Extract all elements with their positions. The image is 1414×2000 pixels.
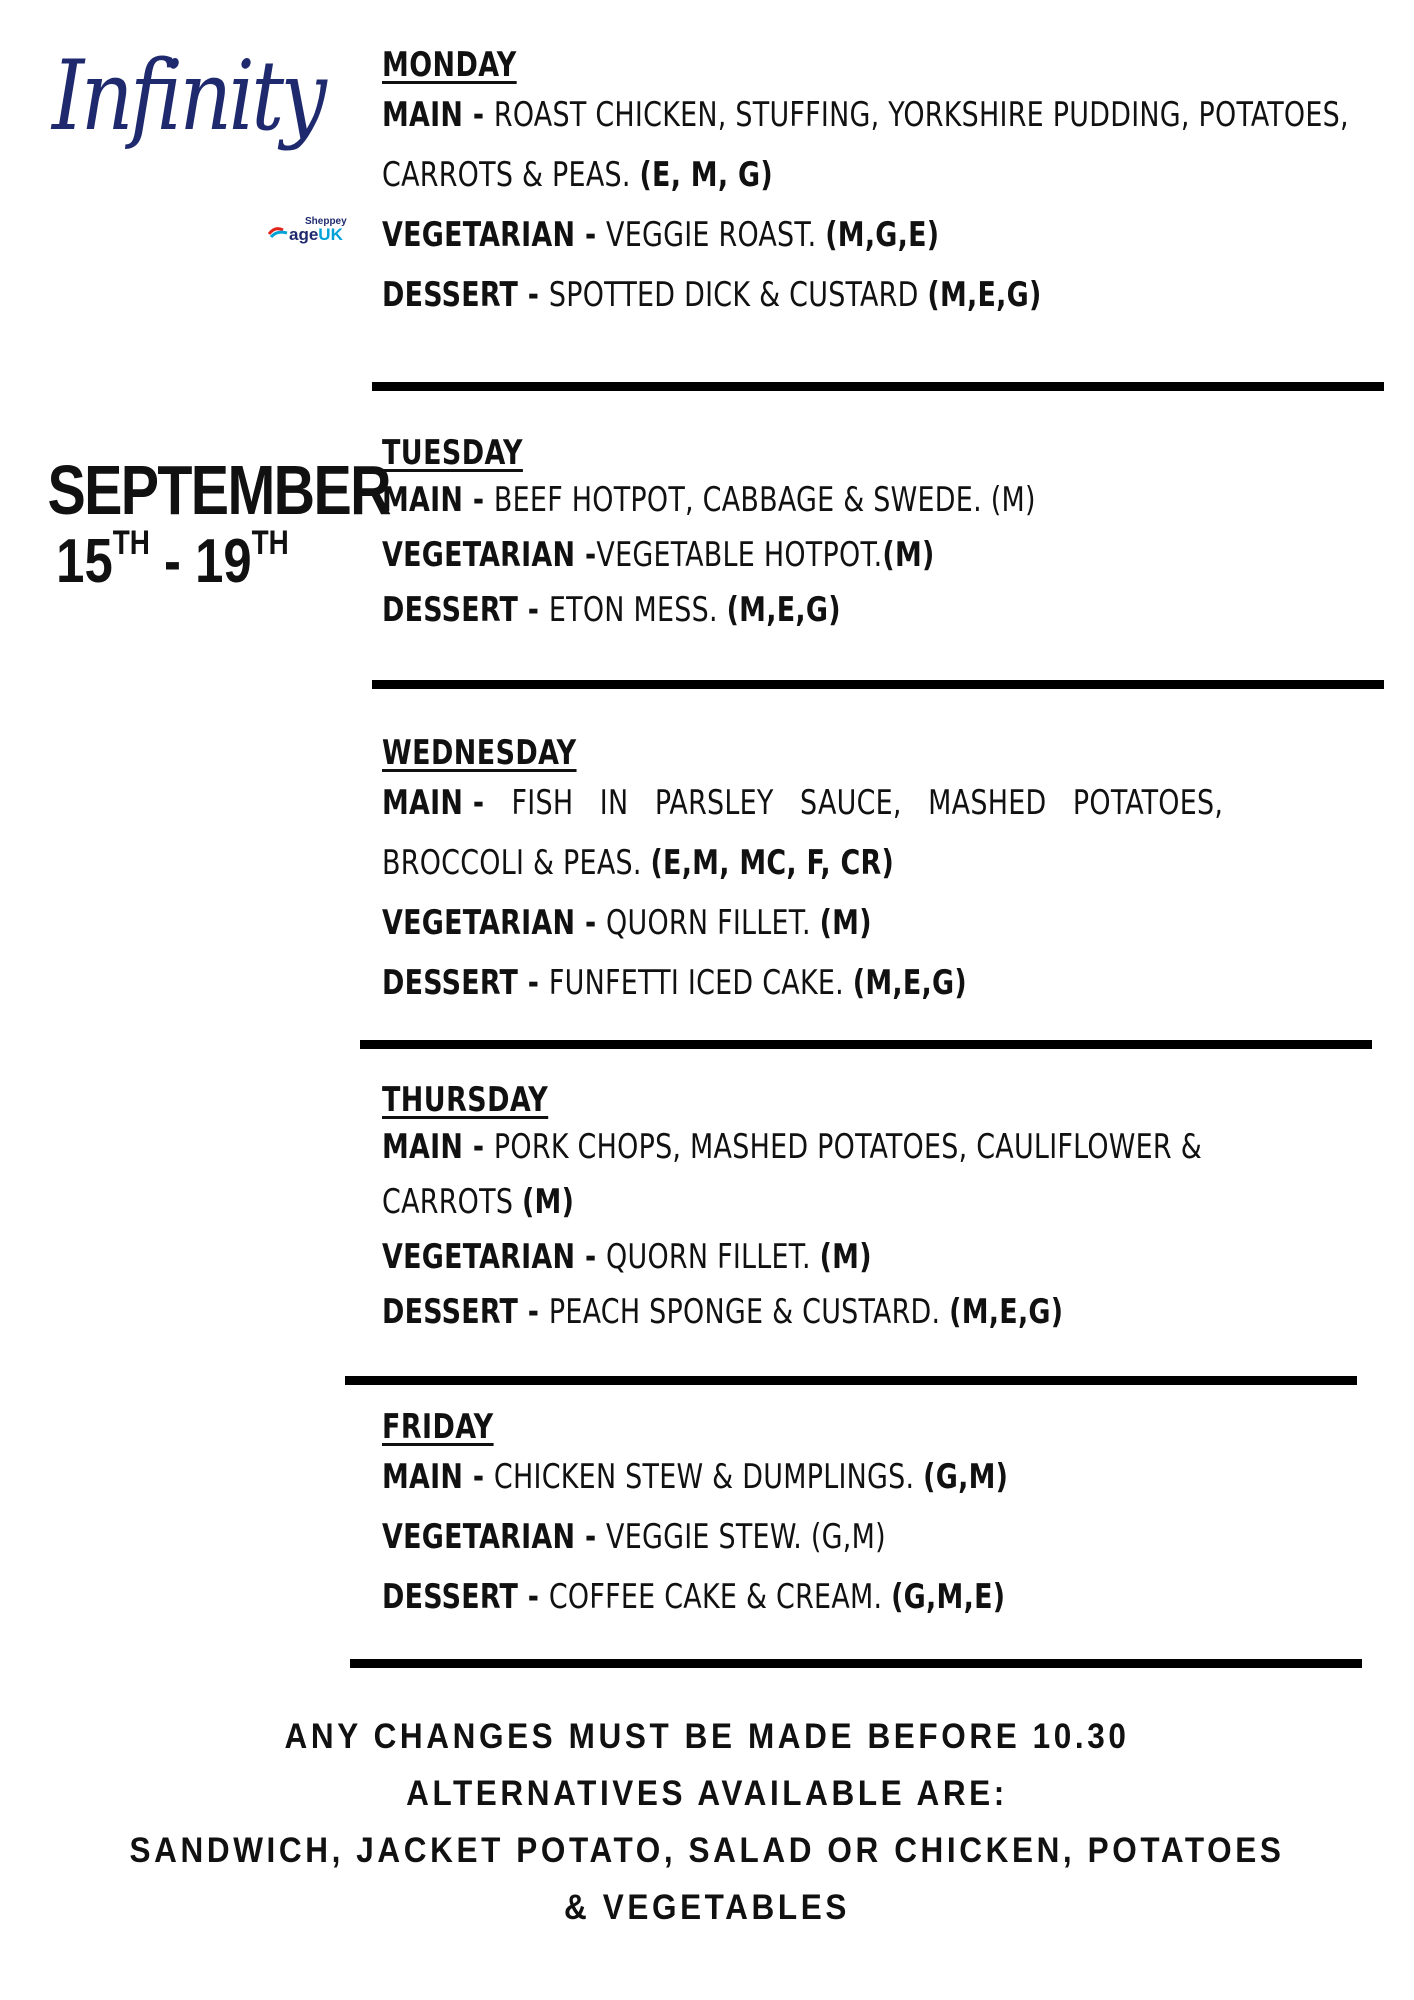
main-value: CHICKEN STEW & DUMPLINGS. bbox=[493, 1457, 924, 1497]
tuesday-main-line bbox=[382, 473, 1262, 528]
footer-deadline: ANY CHANGES MUST BE MADE BEFORE 10.30 bbox=[284, 1717, 1130, 1756]
dessert-label: DESSERT - bbox=[382, 963, 549, 1003]
divider-rule bbox=[372, 680, 1384, 689]
wednesday-main-line-1 bbox=[382, 773, 1262, 833]
day-title-tuesday: TUESDAY bbox=[382, 433, 523, 473]
date-end-suffix: TH bbox=[251, 524, 289, 562]
main-value: ROAST CHICKEN, STUFFING, YORKSHIRE PUDDING, POTATOES, bbox=[493, 95, 1349, 135]
age-uk-swirl-icon bbox=[267, 224, 291, 240]
vegetarian-label: VEGETARIAN - bbox=[382, 1237, 607, 1277]
logo-sheppey: Sheppey bbox=[305, 216, 347, 227]
main-label: MAIN - bbox=[382, 1457, 494, 1497]
vegetarian-allergens: (M) bbox=[819, 1237, 872, 1277]
main-value: FISH IN PARSLEY SAUCE, MASHED POTATOES, bbox=[493, 783, 1224, 823]
main-value-cont: CARROTS & PEAS. bbox=[382, 155, 640, 195]
tuesday-veg-line bbox=[382, 528, 1262, 583]
day-title-thursday: THURSDAY bbox=[382, 1080, 549, 1120]
logo-uk-text: UK bbox=[318, 225, 343, 244]
dessert-value: COFFEE CAKE & CREAM. bbox=[548, 1577, 892, 1617]
dessert-label: DESSERT - bbox=[382, 1292, 549, 1332]
main-label: MAIN - bbox=[382, 95, 494, 135]
friday-veg-line bbox=[382, 1507, 1262, 1567]
logo-age-uk bbox=[289, 225, 343, 245]
thursday-main-line-1 bbox=[382, 1120, 1262, 1175]
friday-main-line bbox=[382, 1447, 1262, 1507]
monday-main-line-1 bbox=[382, 85, 1349, 145]
vegetarian-label: VEGETARIAN - bbox=[382, 215, 607, 255]
logo-script-text: Infinity bbox=[52, 40, 324, 152]
vegetarian-label: VEGETARIAN - bbox=[382, 535, 597, 575]
vegetarian-value: VEGGIE ROAST. bbox=[606, 215, 826, 255]
footer-alternatives-list-cont: & VEGETABLES bbox=[564, 1888, 850, 1927]
day-section-thursday bbox=[382, 1080, 1382, 1340]
wednesday-dessert-line bbox=[382, 953, 1262, 1013]
main-allergens: (E,M, MC, F, CR) bbox=[650, 843, 895, 883]
dessert-value: SPOTTED DICK & CUSTARD bbox=[548, 275, 928, 315]
monday-veg-line bbox=[382, 205, 1262, 265]
thursday-veg-line bbox=[382, 1230, 1262, 1285]
vegetarian-allergens: (M) bbox=[882, 535, 935, 575]
wednesday-main-line-2 bbox=[382, 833, 1262, 893]
main-value-cont: BROCCOLI & PEAS. bbox=[382, 843, 651, 883]
divider-rule bbox=[350, 1659, 1362, 1668]
main-value-cont: CARROTS bbox=[382, 1182, 522, 1222]
wednesday-veg-line bbox=[382, 893, 1262, 953]
day-title-monday: MONDAY bbox=[382, 45, 517, 85]
vegetarian-label: VEGETARIAN - bbox=[382, 1517, 607, 1557]
dessert-allergens: (G,M,E) bbox=[891, 1577, 1006, 1617]
main-value: PORK CHOPS, MASHED POTATOES, CAULIFLOWER & bbox=[493, 1127, 1202, 1167]
day-section-monday bbox=[382, 45, 1382, 325]
thursday-main-line-2 bbox=[382, 1175, 1262, 1230]
dessert-label: DESSERT - bbox=[382, 590, 549, 630]
main-allergens: (E, M, G) bbox=[639, 155, 773, 195]
thursday-dessert-line bbox=[382, 1285, 1262, 1340]
monday-main-line-2 bbox=[382, 145, 1262, 205]
main-label: MAIN - bbox=[382, 480, 494, 520]
friday-dessert-line bbox=[382, 1567, 1262, 1627]
vegetarian-value: VEGGIE STEW. (G,M) bbox=[606, 1517, 886, 1557]
vegetarian-value: QUORN FILLET. bbox=[606, 1237, 820, 1277]
dessert-label: DESSERT - bbox=[382, 1577, 549, 1617]
day-title-friday: FRIDAY bbox=[382, 1407, 494, 1447]
dessert-value: FUNFETTI ICED CAKE. bbox=[548, 963, 853, 1003]
vegetarian-allergens: (M,G,E) bbox=[825, 215, 940, 255]
footer-notice bbox=[0, 1708, 1414, 1936]
dessert-value: PEACH SPONGE & CUSTARD. bbox=[548, 1292, 950, 1332]
day-section-wednesday bbox=[382, 733, 1382, 1013]
date-end: 19 bbox=[195, 527, 252, 596]
main-label: MAIN - bbox=[382, 783, 494, 823]
monday-dessert-line bbox=[382, 265, 1262, 325]
main-label: MAIN - bbox=[382, 1127, 494, 1167]
divider-rule bbox=[372, 382, 1384, 391]
date-range-block bbox=[20, 451, 390, 596]
vegetarian-label: VEGETARIAN - bbox=[382, 903, 607, 943]
age-uk-logo bbox=[267, 216, 347, 246]
vegetarian-allergens: (M) bbox=[819, 903, 872, 943]
tuesday-dessert-line bbox=[382, 583, 1262, 638]
footer-alternatives-heading: ALTERNATIVES AVAILABLE ARE: bbox=[406, 1774, 1008, 1813]
main-allergens: (M) bbox=[521, 1182, 575, 1222]
divider-rule bbox=[360, 1040, 1372, 1049]
main-allergens: (G,M) bbox=[923, 1457, 1009, 1497]
dessert-allergens: (M,E,G) bbox=[927, 275, 1042, 315]
logo-age-text: age bbox=[289, 225, 319, 244]
date-range bbox=[47, 525, 297, 596]
divider-rule bbox=[345, 1376, 1357, 1385]
date-start-suffix: TH bbox=[112, 524, 150, 562]
date-start: 15 bbox=[56, 527, 113, 596]
dessert-allergens: (M,E,G) bbox=[949, 1292, 1064, 1332]
day-section-friday bbox=[382, 1407, 1382, 1627]
vegetarian-value: VEGETABLE HOTPOT. bbox=[596, 535, 883, 575]
date-separator: - bbox=[149, 527, 196, 596]
day-section-tuesday bbox=[382, 433, 1382, 638]
dessert-label: DESSERT - bbox=[382, 275, 549, 315]
vegetarian-value: QUORN FILLET. bbox=[606, 903, 820, 943]
dessert-allergens: (M,E,G) bbox=[852, 963, 967, 1003]
day-title-wednesday: WEDNESDAY bbox=[382, 733, 577, 773]
infinity-logo bbox=[52, 40, 347, 248]
main-value: BEEF HOTPOT, CABBAGE & SWEDE. (M) bbox=[493, 480, 1036, 520]
footer-alternatives-list: SANDWICH, JACKET POTATO, SALAD OR CHICKEN, POTATOES bbox=[129, 1831, 1285, 1870]
dessert-value: ETON MESS. bbox=[548, 590, 727, 630]
dessert-allergens: (M,E,G) bbox=[726, 590, 841, 630]
date-month: SEPTEMBER bbox=[47, 451, 390, 529]
